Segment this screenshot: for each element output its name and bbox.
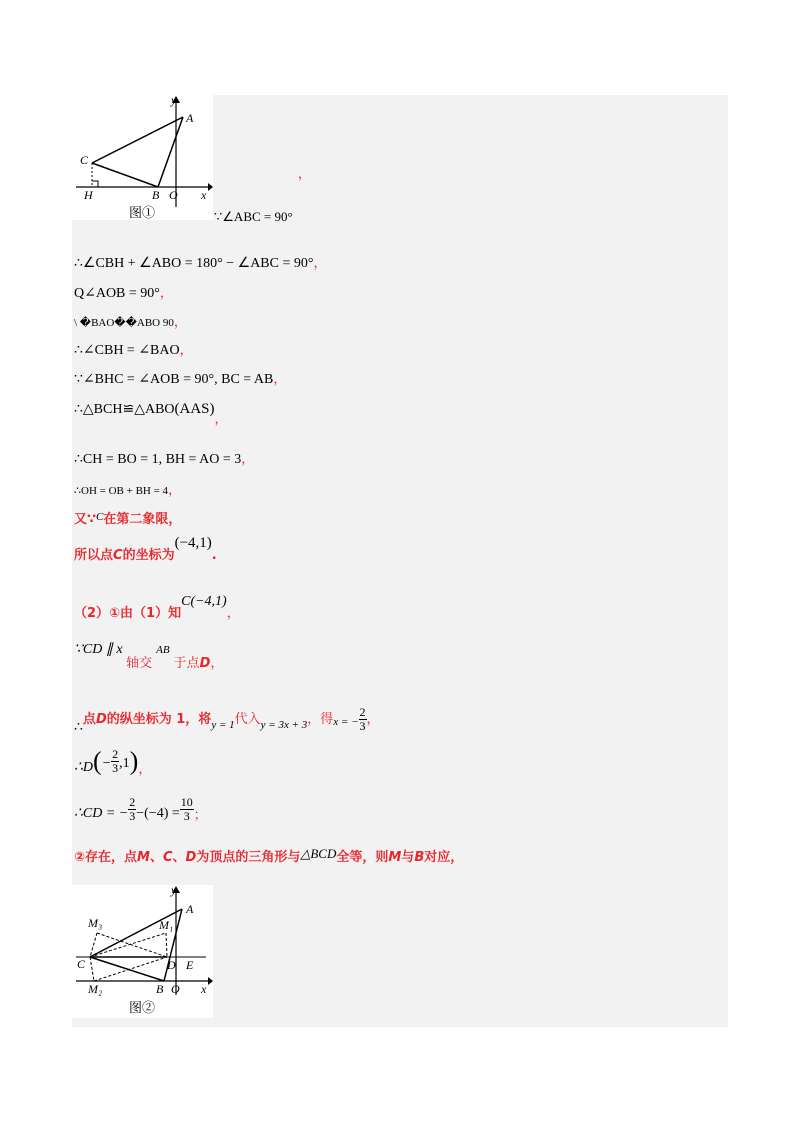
line-17-m: M (137, 850, 150, 865)
line-17-b: 、 (149, 850, 163, 865)
line-14-d2: ，得 (307, 711, 334, 727)
line-16-num1: 2 (129, 795, 136, 809)
fig2-label-d: D (167, 958, 176, 972)
line-6-math: ∵∠BHC = ∠AOB = 90°, BC = AB (74, 372, 274, 387)
fig1-label-x: x (201, 188, 207, 202)
stray-comma: ， (298, 167, 312, 182)
line-7 (74, 401, 228, 427)
line-17-bb: B (414, 850, 425, 865)
line-15-den: 3 (112, 761, 119, 776)
line-4-tail: ， (173, 315, 187, 330)
line-14-dot: ∴ (74, 719, 83, 735)
line-17-m2: M (388, 850, 402, 865)
fig1-label-a: A (186, 111, 194, 125)
line-14-d: D (95, 711, 107, 727)
line-7-paren: (AAS) (174, 401, 215, 417)
line-12-a: （2）①由（1）知 (74, 606, 182, 621)
line-16-frac2 (180, 796, 194, 823)
line-14-num: 2 (359, 705, 366, 719)
fig2-label-e: E (186, 958, 194, 972)
line-9 (74, 484, 181, 498)
line-8-math: ∴CH = BO = 1, BH = AO = 3 (74, 452, 242, 467)
line-17-f: 全等，则 (336, 850, 389, 865)
line-2-tail: ， (313, 256, 327, 271)
line-14-den: 3 (359, 719, 366, 734)
fig1-label-h: H (84, 188, 93, 202)
fig2-label-c: C (77, 957, 86, 971)
line-17-e: 为顶点的三角形与 (196, 850, 301, 865)
line-10 (74, 513, 181, 527)
line-17-g: 与 (401, 850, 415, 865)
fig2-label-a: A (186, 902, 194, 916)
line-17-a: ②存在，点 (74, 850, 138, 865)
fig1-label-y: y (171, 95, 177, 107)
line-6-tail: ， (273, 372, 287, 387)
line-14-tail: ， (366, 711, 380, 727)
line-15-lparen: ( (93, 746, 102, 776)
line-16-den2: 3 (183, 809, 190, 824)
line-14-a: 点 (82, 711, 96, 727)
line-16-mid: −(−4) = (136, 805, 180, 821)
line-11-a: 所以点 (74, 548, 114, 563)
line-13 (74, 642, 224, 671)
line-13-c: 于点 (173, 656, 200, 671)
line-15-pre: ∴D (74, 759, 94, 775)
line-12-math: C(−4,1) (181, 594, 227, 609)
line-13-end: ， (210, 656, 224, 671)
line-15-rparen: ) (129, 746, 139, 776)
fig1-label-c: C (80, 153, 89, 167)
line-13-ab: AB (156, 644, 170, 656)
line-3 (74, 287, 173, 301)
line-15-tail: ， (138, 761, 152, 777)
line-3-math: Q∠AOB = 90° (74, 286, 160, 301)
line-8-tail: ， (241, 452, 255, 467)
line-16-tail: ； (193, 807, 207, 823)
line-15 (74, 748, 151, 788)
line-17 (74, 846, 464, 865)
line-2 (74, 257, 327, 271)
line-17-tri: △BCD (300, 846, 337, 861)
fig2-label-m2: M₂ (88, 982, 103, 996)
line-14-c: 代入 (234, 711, 261, 727)
line-11-b: 的坐标为 (122, 548, 175, 563)
line-14 (74, 702, 380, 742)
line-15-post: ,1 (119, 755, 130, 771)
line-17-b2: 、 (172, 850, 186, 865)
line-14-frac (359, 706, 367, 733)
fig1-label-b: B (152, 188, 160, 202)
fig2-label-x: x (201, 982, 207, 996)
fig2-label-b: B (156, 982, 164, 996)
line-13-d: D (199, 656, 211, 671)
line-14-x: x = − (333, 715, 359, 728)
line-13-math: ∵CD ∥ x (74, 642, 123, 657)
line-5 (74, 344, 193, 358)
line-9-tail: ， (168, 483, 182, 498)
line-6 (74, 373, 286, 387)
line-11 (74, 535, 217, 563)
fig1-label-o: O (169, 188, 178, 202)
line-14-eq2: y = 3x + 3 (260, 718, 308, 731)
line-17-c: C (162, 850, 173, 865)
line-16-pre: ∴CD = − (74, 805, 129, 821)
fig2-label-o: O (171, 982, 180, 996)
line-17-d: D (185, 850, 197, 865)
line-14-eq1: y = 1 (211, 718, 235, 731)
line-4-math: \ �BAO��ABO 90 (74, 317, 174, 329)
line-10-b: 在第二象限， (103, 512, 182, 527)
line-3-tail: ， (159, 286, 173, 301)
line-11-coord: (−4,1) (174, 535, 212, 551)
line-16-den1: 3 (129, 809, 136, 824)
line-12 (74, 594, 240, 621)
figure-1-diagram (72, 95, 213, 220)
line-5-math: ∴∠CBH = ∠BAO (74, 343, 180, 358)
line-16-num2: 10 (180, 795, 193, 809)
line-2-math: ∴∠CBH + ∠ABO = 180° − ∠ABC = 90° (74, 256, 314, 271)
line-15-frac (111, 748, 119, 775)
line-7-math: ∴△BCH≌△ABO (74, 402, 175, 417)
line-10-a: 又∵ (74, 512, 97, 527)
figure-1 (72, 95, 213, 220)
line-5-tail: ， (179, 343, 193, 358)
line-13-b: 轴交 (126, 656, 153, 671)
line-15-minus: − (101, 755, 112, 771)
fig2-label-m3: M₃ (88, 916, 103, 930)
line-8 (74, 453, 254, 467)
line-1: ∵∠ABC = 90° (214, 209, 293, 224)
fig2-label-m1: M₁ (159, 918, 174, 932)
line-11-c: C (113, 548, 123, 563)
fig2-label-y: y (171, 885, 177, 897)
line-14-b: 的纵坐标为 1，将 (106, 711, 212, 727)
line-16 (74, 796, 207, 836)
figure-2-diagram (72, 885, 213, 1018)
line-7-tail: ， (214, 412, 228, 427)
fig1-caption: 图① (129, 205, 156, 220)
line-15-num: 2 (112, 747, 119, 761)
line-12-tail: ， (226, 606, 240, 621)
line-4 (74, 316, 187, 330)
fig2-caption: 图② (129, 1000, 156, 1015)
figure-2 (72, 885, 213, 1018)
line-11-end: . (211, 548, 217, 563)
line-17-h: 对应， (424, 850, 464, 865)
line-10-c: C (96, 511, 104, 523)
line-9-math: ∴OH = OB + BH = 4 (74, 485, 169, 497)
